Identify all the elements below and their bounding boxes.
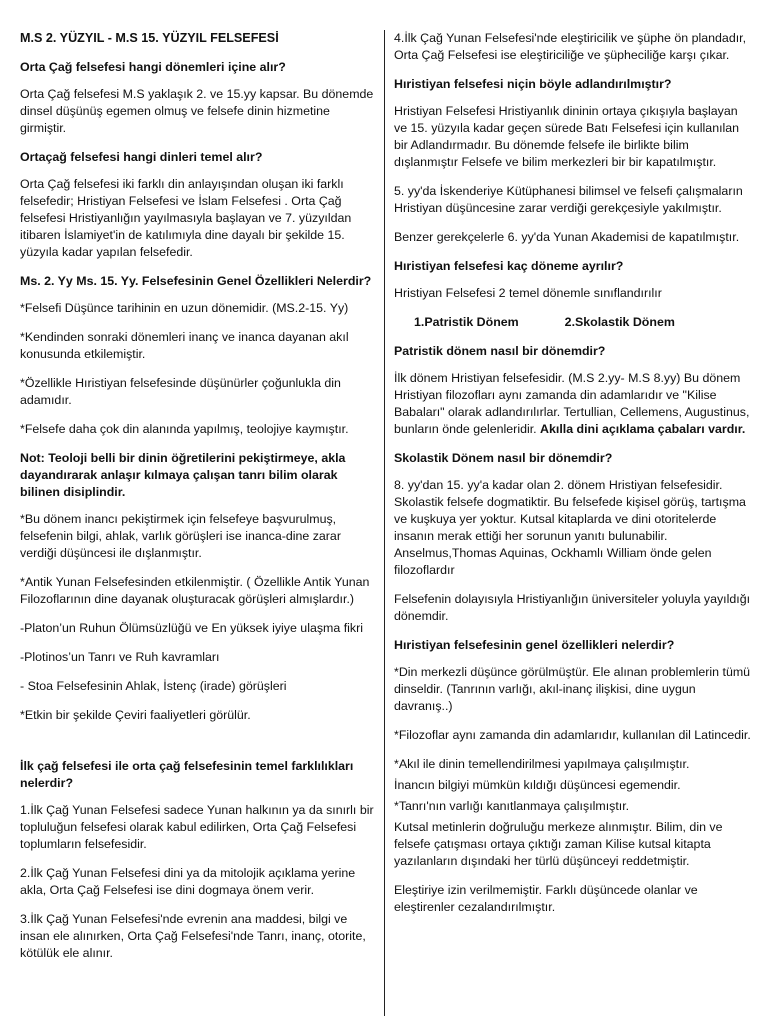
column-divider (384, 30, 385, 1016)
section-heading: Orta Çağ felsefesi hangi dönemleri içine alır? (20, 60, 286, 74)
section-heading: Patristik dönem nasıl bir dönemdir? (394, 344, 606, 358)
paragraph: Orta Çağ felsefesi M.S yaklaşık 2. ve 15.yy kapsar. Bu dönemde dinsel düşünüş egemen olmuş ve felsefe dinin hizmetine girmiştir. (20, 87, 374, 135)
document-title: M.S 2. YÜZYIL - M.S 15. YÜZYIL FELSEFESİ (20, 31, 279, 45)
period-item: 1.Patristik Dönem (414, 315, 519, 329)
section-heading: Ms. 2. Yy Ms. 15. Yy. Felsefesinin Genel Özellikleri Nelerdir? (20, 274, 372, 288)
paragraph: 2.İlk Çağ Yunan Felsefesi dini ya da mitolojik açıklama yerine akla, Orta Çağ Felsefesi ise dini dogmaya önem verir. (20, 866, 356, 897)
left-column (20, 30, 376, 974)
paragraph: -Plotinos’un Tanrı ve Ruh kavramları (20, 650, 220, 664)
paragraph: Orta Çağ felsefesi iki farklı din anlayışından oluşan iki farklı felsefedir; Hristiyan Felsefesi ve İslam Felsefesi . Orta Çağ felsefesi Hristiyanlığın yayılmasıyla başlayan ve 7. yüzyıldan itibaren İslamiyet'in de katılımıyla dine dayalı bir şekilde 15. yüzyıla kadar yapılan felsefedir. (20, 177, 352, 259)
paragraph: 8. yy'dan 15. yy'a kadar olan 2. dönem Hristiyan felsefesidir. Skolastik felsefe dogmatiktir. Bu felsefede kişisel görüş, tartışma ve kuşkuya yer yoktur. Kutsal kitaplarda ve dini otoritelerde insanın merak ettiği her sorunun yanıtı bulunabilir. Anselmus,Thomas Aquinas, Ockhamlı William önde gelen filozoflardır (394, 478, 746, 577)
paragraph: *Akıl ile dinin temellendirilmesi yapılmaya çalışılmıştır. (394, 757, 690, 771)
period-list (394, 314, 754, 331)
section-heading: Skolastik Dönem nasıl bir dönemdir? (394, 451, 613, 465)
paragraph-text: İlk dönem Hristiyan felsefesidir. (M.S 2.yy- M.S 8.yy) Bu dönem Hristiyan filozofları aynı zamanda din adamlarıdır ve "Kilise Babaları" olarak adlandırılırlar. Tertullian, Cellemens, Augustinus, bunların önde gelenleridir. (394, 371, 750, 436)
paragraph: Eleştiriye izin verilmemiştir. Farklı düşüncede olanlar ve eleştirenler cezalandırılmıştır. (394, 883, 698, 914)
paragraph-bold-text: Akılla dini açıklama çabaları vardır. (540, 422, 746, 436)
paragraph: *Antik Yunan Felsefesinden etkilenmiştir. ( Özellikle Antik Yunan Filozoflarının dine dayanak oluşturacak görüşleri almışlardır.) (20, 575, 370, 606)
paragraph: 4.İlk Çağ Yunan Felsefesi'nde eleştiricilik ve şüphe ön plandadır, Orta Çağ Felsefesi ise eleştiriciliğe ve şüpheciliğe karşı çıkar. (394, 31, 747, 62)
section-heading: Hıristiyan felsefesinin genel özellikleri nelerdir? (394, 638, 675, 652)
paragraph: Benzer gerekçelerle 6. yy'da Yunan Akademisi de kapatılmıştır. (394, 230, 740, 244)
paragraph: *Özellikle Hıristiyan felsefesinde düşünürler çoğunlukla din adamıdır. (20, 376, 341, 407)
section-heading: Not: Teoloji belli bir dinin öğretilerini pekiştirmeye, akla dayandırarak anlaşır kılmaya çalışan tanrı bilim olarak bilinen disiplindir. (20, 451, 346, 499)
spacer (20, 736, 376, 758)
paragraph: 5. yy'da İskenderiye Kütüphanesi bilimsel ve felsefi çalışmaların Hristiyan düşüncesine zarar verdiği gerekçesiyle yakılmıştır. (394, 184, 743, 215)
paragraph: 3.İlk Çağ Yunan Felsefesi'nde evrenin ana maddesi, bilgi ve insan ele alınırken, Orta Çağ Felsefesi'nde Tanrı, inanç, otorite, kötülük ele alınır. (20, 912, 366, 960)
right-column (394, 30, 754, 928)
section-heading: İlk çağ felsefesi ile orta çağ felsefesinin temel farklılıkları nelerdir? (20, 759, 354, 790)
paragraph: *Felsefi Düşünce tarihinin en uzun dönemidir. (MS.2-15. Yy) (20, 301, 349, 315)
paragraph: *Din merkezli düşünce görülmüştür. Ele alınan problemlerin tümü dinseldir. (Tanrının varlığı, akıl-inanç ilişkisi, dine uygun davranış..) (394, 665, 751, 713)
paragraph (394, 370, 754, 438)
paragraph: *Filozoflar aynı zamanda din adamlarıdır, kullanılan dil Latincedir. (394, 728, 751, 742)
paragraph: Hristiyan Felsefesi Hristiyanlık dininin ortaya çıkışıyla başlayan ve 15. yüzyıla kadar geçen sürede Batı Felsefesi için kullanılan bir Adlandırmadır. Bu dönemde felsefe ile birlikte bilim dışlanmıştır Felsefe ve bilim merkezleri bir bir kapatılmıştır. (394, 104, 740, 169)
paragraph: İnancın bilgiyi mümkün kıldığı düşüncesi egemendir. (394, 778, 681, 792)
section-heading: Hıristiyan felsefesi kaç döneme ayrılır? (394, 259, 624, 273)
paragraph: 1.İlk Çağ Yunan Felsefesi sadece Yunan halkının ya da sınırlı bir topluluğun felsefesi olarak kabul edilirken, Orta Çağ Felsefesi toplumların felsefesidir. (20, 803, 374, 851)
paragraph: *Felsefe daha çok din alanında yapılmış, teolojiye kaymıştır. (20, 422, 349, 436)
paragraph: Kutsal metinlerin doğruluğu merkeze alınmıştır. Bilim, din ve felsefe çatışması ortaya çıktığı zaman Kilise kutsal kitapta yazılanların dışındaki her türlü düşünceyi reddetmiştir. (394, 820, 723, 868)
section-heading: Ortaçağ felsefesi hangi dinleri temel alır? (20, 150, 263, 164)
paragraph: *Etkin bir şekilde Çeviri faaliyetleri görülür. (20, 708, 251, 722)
paragraph: -Platon’un Ruhun Ölümsüzlüğü ve En yüksek iyiye ulaşma fikri (20, 621, 363, 635)
paragraph: Felsefenin dolayısıyla Hristiyanlığın üniversiteler yoluyla yayıldığı dönemdir. (394, 592, 751, 623)
period-item: 2.Skolastik Dönem (564, 315, 675, 329)
paragraph: *Bu dönem inancı pekiştirmek için felsefeye başvurulmuş, felsefenin bilgi, ahlak, varlık görüşleri ise inanca-dine zarar verdiği düşüncesi ile dışlanmıştır. (20, 512, 341, 560)
paragraph: *Kendinden sonraki dönemleri inanç ve inanca dayanan akıl konusunda etkilemiştir. (20, 330, 349, 361)
paragraph: - Stoa Felsefesinin Ahlak, İstenç (irade) görüşleri (20, 679, 287, 693)
paragraph: *Tanrı'nın varlığı kanıtlanmaya çalışılmıştır. (394, 799, 630, 813)
section-heading: Hıristiyan felsefesi niçin böyle adlandırılmıştır? (394, 77, 672, 91)
paragraph: Hristiyan Felsefesi 2 temel dönemle sınıflandırılır (394, 286, 662, 300)
